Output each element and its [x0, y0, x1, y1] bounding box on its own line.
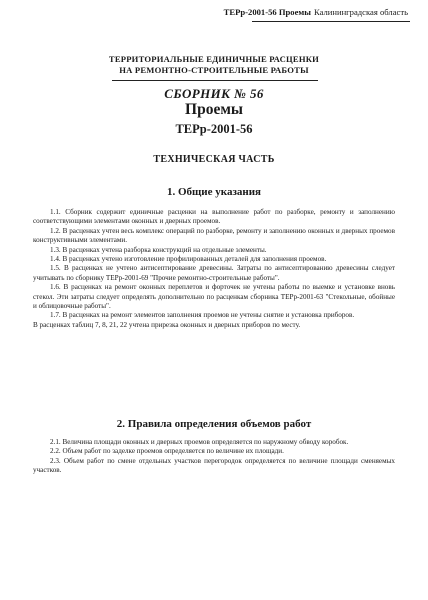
running-header-code: ТЕРр-2001-56 Проемы — [223, 7, 311, 17]
paragraph-1-6: 1.6. В расценках на ремонт оконных переплетов и форточек не учтены работы по выемке и установке вновь стекол. Эти затраты следует определять дополнительно по расценкам сборника ТЕРр-2001-63 "Стекольные, обойные и облицовочные работы". — [33, 283, 395, 311]
collection-number: СБОРНИК № 56 — [164, 86, 264, 101]
section-1-heading: 1. Общие указания — [166, 186, 262, 198]
paragraph-1-7: 1.7. В расценках на ремонт элементов заполнения проемов не учтены снятие и установка приборов. — [50, 311, 355, 320]
header-rule — [252, 21, 410, 22]
paragraph-1-2: 1.2. В расценках учтен весь комплекс операций по разборке, ремонту и заполнению оконных и дверных проемов конструктивными элементами. — [33, 226, 395, 245]
agency-title-line-2: НА РЕМОНТНО-СТРОИТЕЛЬНЫЕ РАБОТЫ — [119, 65, 309, 75]
paragraph-1-3: 1.3. В расценках учтена разборка конструкций на отдельные элементы. — [50, 245, 267, 254]
paragraph-1-4: 1.4. В расценках учтено изготовление профилированных деталей для заполнения проемов. — [50, 255, 327, 264]
paragraph-2-3: 2.3. Объем работ по смене отдельных участков перегородок определяется по величине площади сменяемых участков. — [33, 456, 395, 475]
document-code: ТЕРр-2001-56 — [175, 122, 253, 136]
paragraph-2-2: 2.2. Объем работ по заделке проемов определяется по величине их площади. — [50, 447, 284, 456]
collection-title: Проемы — [185, 101, 243, 118]
section-1-body — [33, 208, 395, 330]
agency-rule — [112, 80, 318, 81]
paragraph-1-7-continued: В расценках таблиц 7, 8, 21, 22 учтена прирезка оконных и дверных приборов по месту. — [33, 320, 301, 329]
paragraph-1-1: 1.1. Сборник содержит единичные расценки на выполнение работ по разборке, ремонту и заполнению соответствующими элементами оконных и дверных проемов. — [33, 208, 395, 226]
paragraph-1-5: 1.5. В расценках не учтено антисептирование древесины. Затраты по антисептированию древесины следует учитывать по сборнику ТЕРр-2001-69 "Прочие ремонтно-строительные работы". — [33, 264, 395, 282]
part-title: ТЕХНИЧЕСКАЯ ЧАСТЬ — [153, 154, 275, 165]
running-header — [224, 7, 408, 17]
paragraph-2-1: 2.1. Величина площади оконных и дверных проемов определяется по наружному обводу коробок. — [50, 438, 349, 446]
running-header-region: Калининградская область — [313, 7, 408, 17]
section-2-heading: 2. Правила определения объемов работ — [116, 418, 312, 430]
section-2-body — [33, 438, 395, 476]
agency-title — [0, 54, 428, 76]
agency-title-line-1: ТЕРРИТОРИАЛЬНЫЕ ЕДИНИЧНЫЕ РАСЦЕНКИ — [108, 54, 320, 64]
